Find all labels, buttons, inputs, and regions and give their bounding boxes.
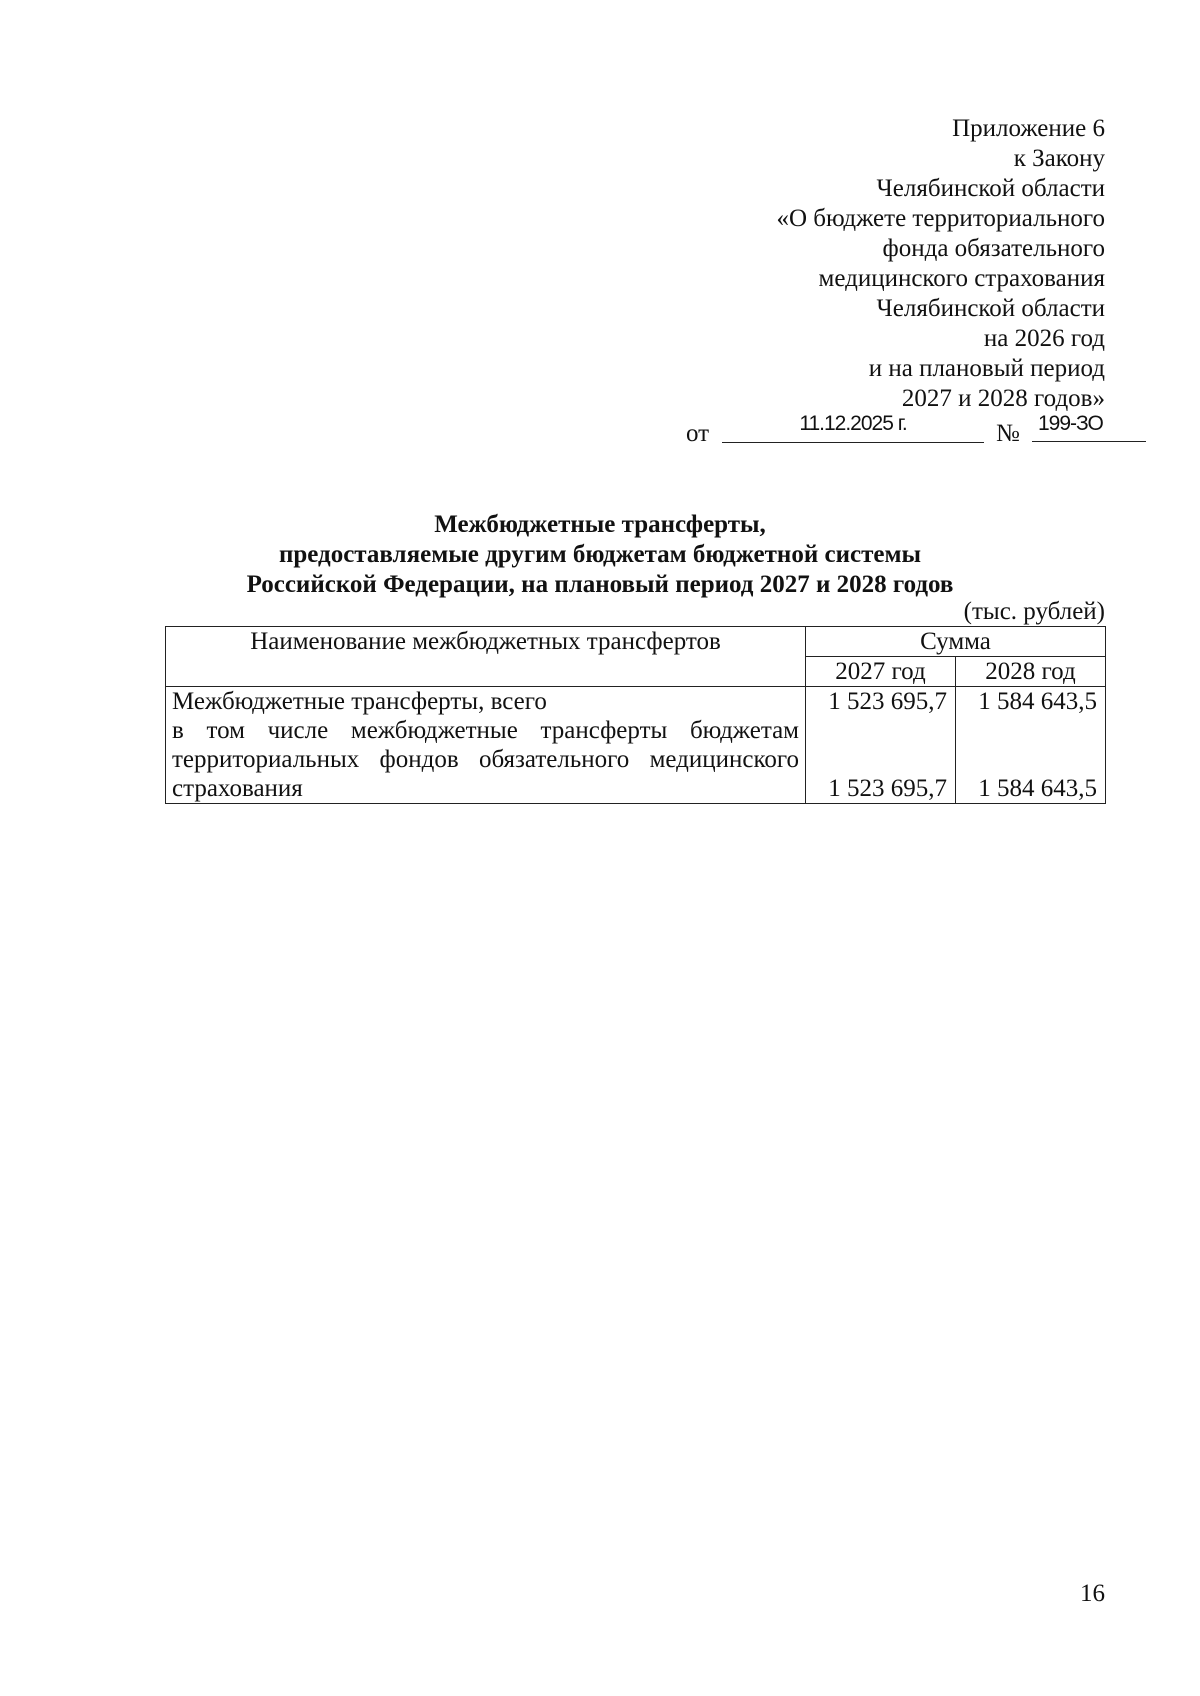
- date-prefix: от: [686, 420, 710, 447]
- annex-line: фонда обязательного: [882, 235, 1105, 262]
- annex-header: [505, 114, 1105, 414]
- annex-line: Приложение 6: [952, 115, 1105, 142]
- annex-line: и на плановый период: [868, 355, 1105, 382]
- transfers-table: [165, 626, 1106, 804]
- title-line: предоставляемые другим бюджетам бюджетной системы: [278, 541, 922, 568]
- annex-line: медицинского страхования: [818, 265, 1105, 292]
- law-date-line: [686, 410, 1146, 450]
- sub-label-line: в том числе межбюджетные трансферты бюджетам: [172, 717, 799, 744]
- row-name-cell: [166, 687, 806, 804]
- document-title: [150, 510, 1050, 600]
- table-header-row: [166, 627, 1106, 657]
- total-label: Межбюджетные трансферты, всего: [172, 688, 547, 715]
- sub-label-line: страхования: [172, 775, 303, 802]
- title-line: Межбюджетные трансферты,: [434, 511, 766, 538]
- title-line: Российской Федерации, на плановый период 2027 и 2028 годов: [246, 571, 954, 598]
- annex-line: Челябинской области: [876, 175, 1105, 202]
- header-year-2028: 2028 год: [956, 657, 1106, 687]
- annex-line: Челябинской области: [876, 295, 1105, 322]
- annex-line: на 2026 год: [983, 325, 1105, 352]
- law-date: 11.12.2025 г.: [722, 410, 984, 443]
- row-2028-cell: [956, 687, 1106, 804]
- units-label: (тыс. рублей): [963, 598, 1105, 625]
- total-2028-value: 1 584 643,5: [978, 688, 1097, 715]
- header-sum: Сумма: [806, 627, 1106, 657]
- number-sign: №: [996, 420, 1020, 447]
- annex-line: к Закону: [1013, 145, 1105, 172]
- annex-line: 2027 и 2028 годов»: [901, 385, 1105, 412]
- sub-2027-value: 1 523 695,7: [828, 775, 947, 802]
- table-row: [166, 687, 1106, 804]
- annex-line: «О бюджете территориального: [776, 205, 1105, 232]
- header-year-2027: 2027 год: [806, 657, 956, 687]
- total-2027-value: 1 523 695,7: [828, 688, 947, 715]
- row-2027-cell: [806, 687, 956, 804]
- header-name: Наименование межбюджетных трансфертов: [166, 627, 806, 687]
- sub-label-line: территориальных фондов обязательного медицинского: [172, 746, 799, 773]
- sub-2028-value: 1 584 643,5: [978, 775, 1097, 802]
- page-number: 16: [1080, 1580, 1105, 1607]
- law-number: 199-ЗО: [1032, 410, 1146, 442]
